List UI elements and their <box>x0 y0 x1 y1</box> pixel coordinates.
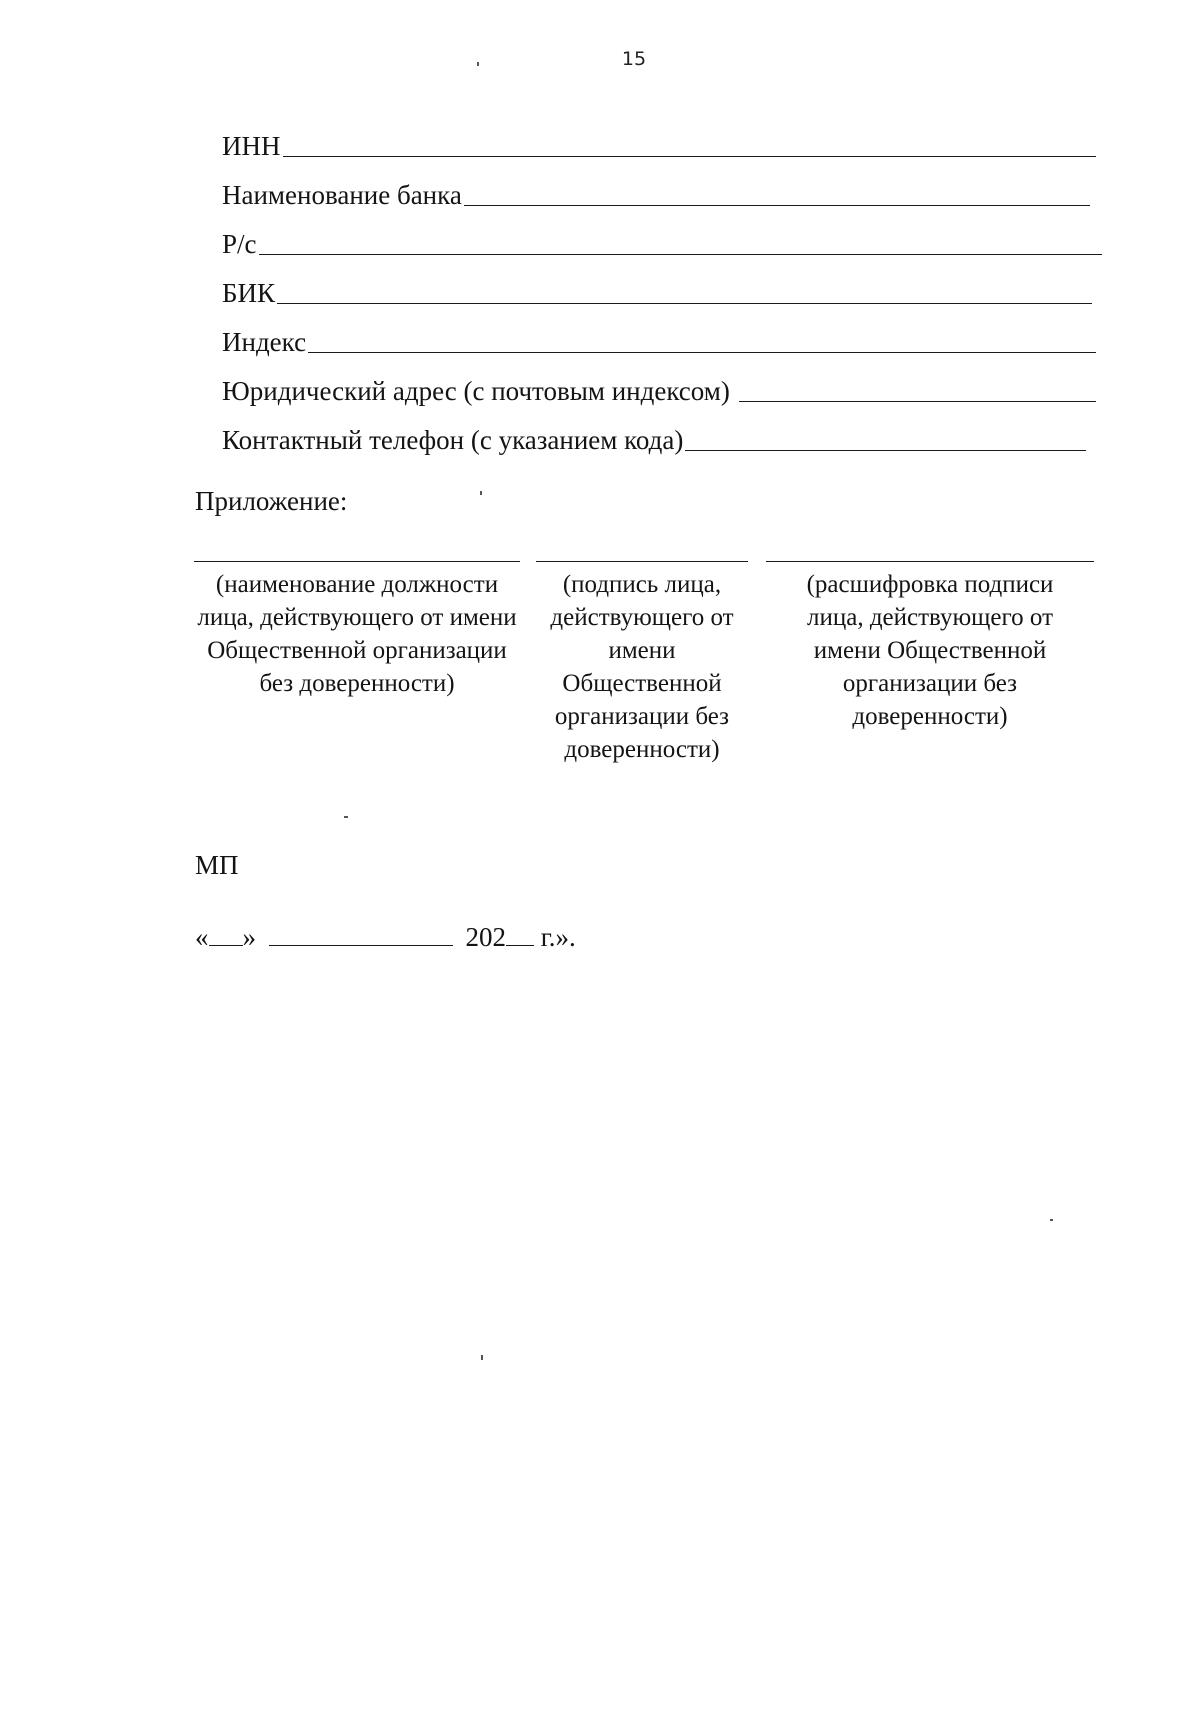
stamp-label: МП <box>195 850 239 880</box>
field-bank-name <box>222 161 1096 210</box>
field-inn <box>222 112 1096 161</box>
decoding-caption: (расшифровка подписи лица, действующего от имени Общественной организации без доверенности) <box>806 571 1054 730</box>
day-blank <box>209 923 243 946</box>
field-label: БИК <box>222 278 276 308</box>
field-blank-line <box>464 205 1090 206</box>
month-blank <box>269 923 453 946</box>
field-bik <box>222 259 1096 308</box>
field-legal-address <box>222 357 1096 406</box>
signature-blank-line <box>194 561 520 562</box>
year-prefix: 202 <box>465 922 506 952</box>
field-blank-line <box>259 254 1102 255</box>
field-label: Юридический адрес (с почтовым индексом) <box>222 376 737 406</box>
date-close-quote: » <box>242 922 256 952</box>
scan-speck <box>1050 1219 1053 1221</box>
field-label: Наименование банка <box>222 180 462 210</box>
signature-sign-column <box>536 561 748 766</box>
signature-position-column <box>194 561 520 700</box>
appendix-label: Приложение: <box>195 486 348 516</box>
year-suffix: г.». <box>540 922 576 952</box>
page-number: 15 <box>621 48 647 70</box>
field-blank-line <box>685 450 1086 451</box>
field-phone <box>222 406 1096 455</box>
year-blank <box>506 923 534 946</box>
field-index <box>222 308 1096 357</box>
date-open-quote: « <box>195 922 209 952</box>
scan-speck <box>344 816 348 818</box>
field-label: Контактный телефон (с указанием кода) <box>222 425 684 455</box>
field-blank-line <box>739 401 1096 402</box>
position-caption: (наименование должности лица, действующего от имени Общественной организации без доверенности) <box>197 571 517 697</box>
field-blank-line <box>277 303 1092 304</box>
scan-speck <box>481 1355 483 1360</box>
field-account <box>222 210 1096 259</box>
field-blank-line <box>308 352 1096 353</box>
field-label: Р/с <box>222 229 257 259</box>
date-line <box>195 922 576 953</box>
signature-decoding-column <box>766 561 1094 733</box>
signature-caption: (подпись лица, действующего от имени Общественной организации без доверенности) <box>550 571 734 763</box>
scan-speck <box>480 491 482 495</box>
scan-speck <box>477 62 479 66</box>
field-label: ИНН <box>222 131 281 161</box>
signature-blank-line <box>536 561 748 562</box>
requisites-fields <box>222 112 1096 455</box>
field-blank-line <box>283 156 1097 157</box>
signature-blank-line <box>766 561 1094 562</box>
field-label: Индекс <box>222 327 307 357</box>
